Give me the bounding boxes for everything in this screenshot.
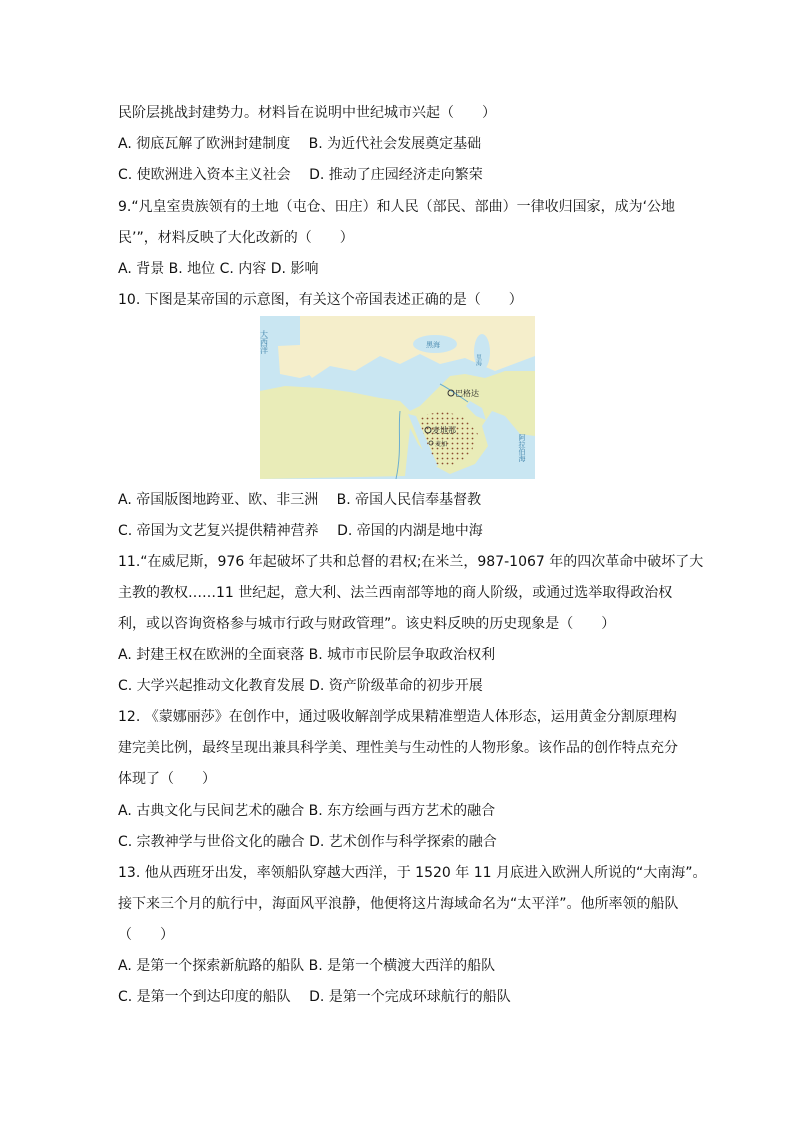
text-line: A. 帝国版图地跨亚、欧、非三洲 B. 帝国人民信奉基督教 (118, 492, 482, 508)
text-line: C. 大学兴起推动文化教育发展 D. 资产阶级革命的初步开展 (118, 678, 483, 694)
text-line: C. 帝国为文艺复兴提供精神营养 D. 帝国的内湖是地中海 (118, 523, 483, 539)
text-line: A. 是第一个探索新航路的船队 B. 是第一个横渡大西洋的船队 (118, 958, 496, 974)
text-line: 建完美比例，最终呈现出兼具科学美、理性美与生动性的人物形象。该作品的创作特点充分 (118, 740, 678, 756)
text-line: C. 是第一个到达印度的船队 D. 是第一个完成环球航行的船队 (118, 989, 511, 1005)
text-line: A. 背景 B. 地位 C. 内容 D. 影响 (118, 261, 319, 277)
sea-label-arabian: 阿拉伯海 (518, 434, 526, 462)
sea-label-caspian: 里海 (474, 354, 482, 366)
text-line: A. 古典文化与民间艺术的融合 B. 东方绘画与西方艺术的融合 (118, 803, 496, 819)
city-label-medina: 麦地那 (432, 426, 456, 435)
text-line: 接下来三个月的航行中，海面风平浪静，他便将这片海域命名为“太平洋”。他所率领的船队 (118, 896, 679, 912)
text-line: 13. 他从西班牙出发，率领船队穿越大西洋，于 1520 年 11 月底进入欧洲人所说的“大南海”。 (118, 865, 707, 881)
empire-map (260, 316, 535, 479)
text-line: A. 封建王权在欧洲的全面衰落 B. 城市市民阶层争取政治权利 (118, 647, 496, 663)
text-line: 体现了（ ） (118, 771, 216, 787)
text-line: C. 使欧洲进入资本主义社会 D. 推动了庄园经济走向繁荣 (118, 167, 483, 183)
text-line: 12. 《蒙娜丽莎》在创作中，通过吸收解剖学成果精准塑造人体形态，运用黄金分割原理构 (118, 709, 677, 725)
text-line: 10. 下图是某帝国的示意图，有关这个帝国表述正确的是（ ） (118, 292, 523, 308)
text-line: 主教的教权……11 世纪起，意大利、法兰西南部等地的商人阶级，或通过选举取得政治权 (118, 585, 673, 601)
city-label-baghdad: 巴格达 (455, 389, 479, 398)
text-line: 利，或以咨询资格参与城市行政与财政管理”。该史料反映的历史现象是（ ） (118, 616, 616, 632)
sea-label-black: 黑海 (426, 341, 440, 349)
text-line: C. 宗教神学与世俗文化的融合 D. 艺术创作与科学探索的融合 (118, 834, 497, 850)
text-line: 11.“在威尼斯，976 年起破坏了共和总督的君权;在米兰，987-1067 年的四次革命中破坏了大 (118, 554, 704, 570)
text-line: 民’”，材料反映了大化改新的（ ） (118, 230, 354, 246)
text-line: （ ） (118, 927, 174, 943)
sea-label-atlantic: 大西洋 (260, 330, 269, 354)
city-label-mecca: 麦加 (435, 441, 448, 448)
text-line: A. 彻底瓦解了欧洲封建制度 B. 为近代社会发展奠定基础 (118, 136, 482, 152)
text-line: 9.“凡皇室贵族领有的土地（屯仓、田庄）和人民（部民、部曲）一律收归国家，成为‘公地 (118, 199, 676, 215)
text-line: 民阶层挑战封建势力。材料旨在说明中世纪城市兴起（ ） (118, 105, 496, 121)
